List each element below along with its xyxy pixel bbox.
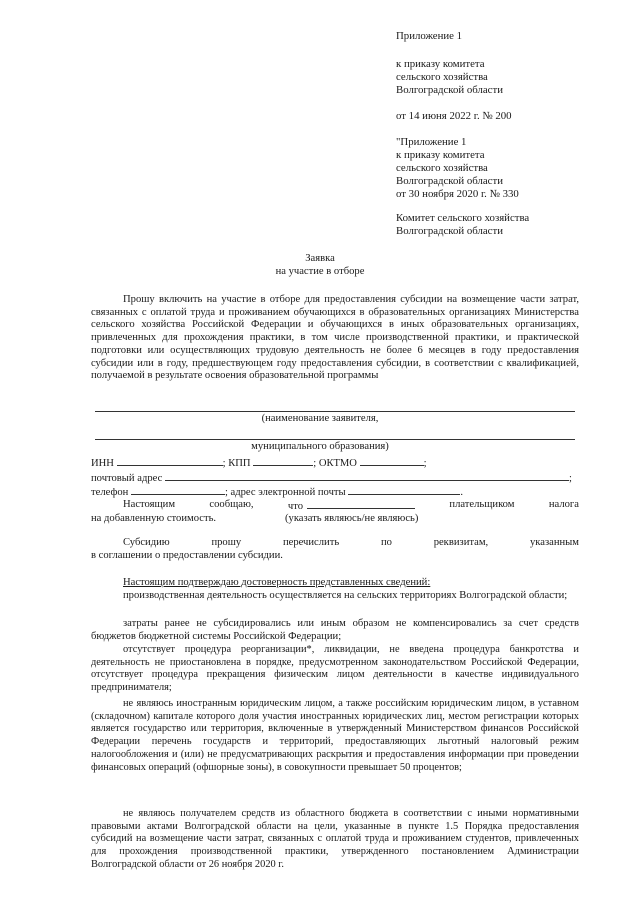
bank-word: Субсидию [123, 537, 170, 548]
document-title: Заявка [305, 253, 335, 264]
confirm-item-2 [91, 618, 579, 643]
confirm-text: не являюсь получателем средств из областного бюджета в соответствии с иными нормативными правовыми актами Волгоградской области на цели, указанные в пункте 1.5 Порядка предоставления субсидий на возмещение части затрат, связанных с оплатой труда и проживанием студентов, привлеченных для прохождения производственной практики, утвержденного постановлением Администрации Волгоградской области от 26 ноября 2020 г. [91, 808, 579, 870]
recipient-line: Комитет сельского хозяйства [396, 212, 530, 224]
confirm-item-4 [91, 698, 579, 774]
vat-word: что [287, 501, 304, 512]
order-line: к приказу комитета [396, 58, 485, 70]
inn-label: ИНН [91, 458, 114, 469]
contact-row [91, 485, 463, 500]
bank-word: перечислить [282, 537, 340, 548]
email-field[interactable] [348, 485, 460, 495]
kpp-label: ; КПП [222, 458, 251, 469]
confirm-text: производственная деятельность осуществляется на сельских территориях Волгоградской области; [123, 590, 568, 601]
vat-word: налога [548, 499, 579, 510]
municipality-line[interactable] [95, 439, 575, 440]
intro-paragraph [91, 294, 579, 398]
applicant-caption: (наименование заявителя, [261, 413, 379, 424]
phone-field[interactable] [131, 485, 225, 495]
confirm-item-3 [91, 644, 579, 695]
bank-line2: в соглашении о предоставлении субсидии. [91, 550, 283, 561]
postal-address-field[interactable] [165, 471, 569, 481]
confirm-text: отсутствует процедура реорганизации*, ликвидации, не введена процедура банкротства и деятельность не приостановлена в порядке, предусмотренном законодательством Российской Федерации, отсутствует процедура прекращения физическим лицом деятельности в качестве индивидуального предпринимателя; [91, 644, 579, 694]
bank-word: по [380, 537, 392, 548]
document-subtitle: на участие в отборе [275, 266, 365, 277]
confirm-item-5 [91, 808, 579, 872]
quoted-appendix [396, 136, 519, 201]
recipient [396, 212, 529, 238]
municipality-caption: муниципального образования) [251, 441, 389, 452]
order-date [396, 110, 512, 123]
recipient-line: Волгоградской области [396, 225, 503, 237]
bank-word: указанным [529, 537, 579, 548]
quoted-line: к приказу комитета [396, 149, 485, 161]
appendix-title: Приложение 1 [396, 30, 463, 42]
appendix-header [396, 30, 462, 43]
vat-line2-text: на добавленную стоимость. [91, 513, 217, 524]
postal-row [91, 471, 572, 486]
vat-hint: (указать являюсь/не являюсь) [285, 513, 419, 524]
quoted-line: "Приложение 1 [396, 136, 467, 148]
confirm-heading: Настоящим подтверждаю достоверность представленных сведений: [123, 577, 431, 588]
semicolon: ; [568, 473, 572, 484]
applicant-name-line[interactable] [95, 411, 575, 412]
quoted-line: Волгоградской области [396, 175, 503, 187]
order-date-text: от 14 июня 2022 г. № 200 [396, 110, 512, 122]
bank-word: прошу [211, 537, 242, 548]
dot: . [460, 487, 463, 498]
kpp-field[interactable] [253, 456, 313, 466]
bank-word: реквизитам, [433, 537, 489, 548]
order-reference [396, 58, 503, 97]
confirm-item-1 [91, 590, 579, 603]
vat-word: сообщаю, [209, 499, 254, 510]
quoted-line: от 30 ноября 2020 г. № 330 [396, 188, 519, 200]
oktmo-label: ; ОКТМО [313, 458, 357, 469]
confirm-text: затраты ранее не субсидировались или иным образом не компенсировались за счет средств бюджетов бюджетной системы Российской Федерации; [91, 618, 579, 642]
tax-ids-row [91, 456, 427, 471]
vat-line2 [91, 513, 216, 526]
quoted-line: сельского хозяйства [396, 162, 488, 174]
postal-label: почтовый адрес [91, 473, 163, 484]
order-line: Волгоградской области [396, 84, 503, 96]
vat-status-field[interactable] [307, 499, 415, 509]
vat-row [91, 499, 579, 514]
semicolon: ; [423, 458, 427, 469]
vat-word: Настоящим [123, 499, 176, 510]
oktmo-field[interactable] [360, 456, 424, 466]
email-label: ; адрес электронной почты [224, 487, 346, 498]
intro-text: Прошу включить на участие в отборе для предоставления субсидии на возмещение части затрат, связанных с оплатой труда и проживанием обучающихся в образовательных организациях Министерства сельского хозяйства Российской Федерации и обучающихся в иных образовательных организациях, привлеченных для прохождения практики, в том числе производственной практики, и практической подготовки или осуществляющих трудовую деятельность не более 6 месяцев в году предоставления субсидии или в году, предшествующем году предоставления субсидии, в соответствии с квалификацией, получаемой в результате освоения образовательной программы [91, 294, 579, 382]
vat-word: плательщиком [449, 499, 515, 510]
confirm-text: не являюсь иностранным юридическим лицом, а также российским юридическим лицом, в уставном (складочном) капитале которого доля участия иностранных юридических лиц, местом регистрации которых является государство или территория, включенные в утвержденный Министерством финансов Российской Федерации перечень государств и территорий, предоставляющих льготный налоговый режим налогообложения и (или) не предусматривающих раскрытия и предоставления информации при проведении финансовых операций (офшорные зоны), в совокупности превышает 50 процентов; [91, 698, 579, 773]
inn-field[interactable] [117, 456, 223, 466]
bank-row [91, 537, 579, 550]
phone-label: телефон [91, 487, 129, 498]
order-line: сельского хозяйства [396, 71, 488, 83]
